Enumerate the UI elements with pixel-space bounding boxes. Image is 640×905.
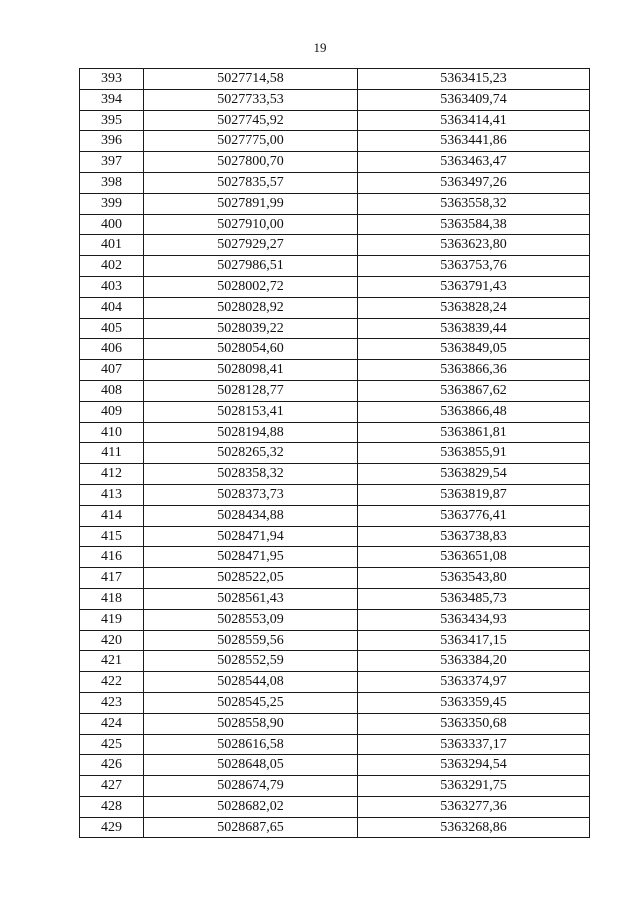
table-row [80,152,590,173]
y-coordinate-cell: 5363350,68 [358,713,590,734]
point-number-cell: 400 [80,214,144,235]
y-coordinate-cell: 5363753,76 [358,256,590,277]
point-number-cell: 395 [80,110,144,131]
table-row [80,214,590,235]
point-number-cell: 407 [80,360,144,381]
point-number-cell: 399 [80,193,144,214]
table-row [80,630,590,651]
x-coordinate-cell: 5028558,90 [144,713,358,734]
x-coordinate-cell: 5028471,94 [144,526,358,547]
point-number-cell: 393 [80,69,144,90]
y-coordinate-cell: 5363374,97 [358,672,590,693]
x-coordinate-cell: 5028028,92 [144,297,358,318]
x-coordinate-cell: 5027891,99 [144,193,358,214]
y-coordinate-cell: 5363268,86 [358,817,590,838]
y-coordinate-cell: 5363623,80 [358,235,590,256]
table-row [80,422,590,443]
table-row [80,484,590,505]
y-coordinate-cell: 5363828,24 [358,297,590,318]
point-number-cell: 415 [80,526,144,547]
point-number-cell: 405 [80,318,144,339]
table-row [80,609,590,630]
point-number-cell: 402 [80,256,144,277]
point-number-cell: 423 [80,692,144,713]
x-coordinate-cell: 5028687,65 [144,817,358,838]
table-row [80,276,590,297]
y-coordinate-cell: 5363839,44 [358,318,590,339]
point-number-cell: 412 [80,464,144,485]
y-coordinate-cell: 5363294,54 [358,755,590,776]
point-number-cell: 426 [80,755,144,776]
y-coordinate-cell: 5363497,26 [358,172,590,193]
table-row [80,131,590,152]
y-coordinate-cell: 5363359,45 [358,692,590,713]
y-coordinate-cell: 5363291,75 [358,776,590,797]
x-coordinate-cell: 5028682,02 [144,796,358,817]
point-number-cell: 421 [80,651,144,672]
table-row [80,401,590,422]
table-row [80,505,590,526]
table-row [80,734,590,755]
y-coordinate-cell: 5363417,15 [358,630,590,651]
table-row [80,256,590,277]
table-row [80,297,590,318]
x-coordinate-cell: 5028559,56 [144,630,358,651]
point-number-cell: 414 [80,505,144,526]
y-coordinate-cell: 5363829,54 [358,464,590,485]
point-number-cell: 409 [80,401,144,422]
point-number-cell: 418 [80,588,144,609]
y-coordinate-cell: 5363463,47 [358,152,590,173]
x-coordinate-cell: 5028039,22 [144,318,358,339]
x-coordinate-cell: 5028648,05 [144,755,358,776]
point-number-cell: 429 [80,817,144,838]
point-number-cell: 401 [80,235,144,256]
x-coordinate-cell: 5028674,79 [144,776,358,797]
point-number-cell: 397 [80,152,144,173]
x-coordinate-cell: 5027800,70 [144,152,358,173]
x-coordinate-cell: 5028098,41 [144,360,358,381]
table-row [80,672,590,693]
table-row [80,692,590,713]
y-coordinate-cell: 5363849,05 [358,339,590,360]
table-row [80,380,590,401]
table-row [80,360,590,381]
point-number-cell: 398 [80,172,144,193]
x-coordinate-cell: 5028054,60 [144,339,358,360]
x-coordinate-cell: 5028471,95 [144,547,358,568]
y-coordinate-cell: 5363485,73 [358,588,590,609]
table-row [80,526,590,547]
point-number-cell: 419 [80,609,144,630]
table-row [80,568,590,589]
point-number-cell: 406 [80,339,144,360]
y-coordinate-cell: 5363409,74 [358,89,590,110]
table-row [80,89,590,110]
x-coordinate-cell: 5028545,25 [144,692,358,713]
point-number-cell: 422 [80,672,144,693]
table-row [80,547,590,568]
table-row [80,69,590,90]
x-coordinate-cell: 5028373,73 [144,484,358,505]
y-coordinate-cell: 5363867,62 [358,380,590,401]
page-number: 19 [313,40,327,55]
x-coordinate-cell: 5028561,43 [144,588,358,609]
y-coordinate-cell: 5363855,91 [358,443,590,464]
x-coordinate-cell: 5028552,59 [144,651,358,672]
point-number-cell: 416 [80,547,144,568]
table-row [80,110,590,131]
y-coordinate-cell: 5363819,87 [358,484,590,505]
point-number-cell: 420 [80,630,144,651]
y-coordinate-cell: 5363651,08 [358,547,590,568]
x-coordinate-cell: 5028553,09 [144,609,358,630]
y-coordinate-cell: 5363384,20 [358,651,590,672]
x-coordinate-cell: 5027929,27 [144,235,358,256]
table-row [80,193,590,214]
table-row [80,339,590,360]
point-number-cell: 413 [80,484,144,505]
y-coordinate-cell: 5363584,38 [358,214,590,235]
point-number-cell: 394 [80,89,144,110]
y-coordinate-cell: 5363861,81 [358,422,590,443]
table-row [80,172,590,193]
x-coordinate-cell: 5027910,00 [144,214,358,235]
y-coordinate-cell: 5363558,32 [358,193,590,214]
y-coordinate-cell: 5363434,93 [358,609,590,630]
point-number-cell: 396 [80,131,144,152]
x-coordinate-cell: 5028358,32 [144,464,358,485]
y-coordinate-cell: 5363866,36 [358,360,590,381]
point-number-cell: 404 [80,297,144,318]
table-row [80,443,590,464]
y-coordinate-cell: 5363866,48 [358,401,590,422]
x-coordinate-cell: 5027733,53 [144,89,358,110]
x-coordinate-cell: 5028434,88 [144,505,358,526]
table-row [80,318,590,339]
x-coordinate-cell: 5027714,58 [144,69,358,90]
point-number-cell: 417 [80,568,144,589]
point-number-cell: 403 [80,276,144,297]
x-coordinate-cell: 5028265,32 [144,443,358,464]
x-coordinate-cell: 5028128,77 [144,380,358,401]
table-row [80,651,590,672]
x-coordinate-cell: 5028194,88 [144,422,358,443]
y-coordinate-cell: 5363415,23 [358,69,590,90]
x-coordinate-cell: 5028616,58 [144,734,358,755]
point-number-cell: 425 [80,734,144,755]
coordinates-table-body [80,69,590,838]
point-number-cell: 424 [80,713,144,734]
x-coordinate-cell: 5028522,05 [144,568,358,589]
coordinates-table [79,68,590,838]
table-row [80,817,590,838]
point-number-cell: 408 [80,380,144,401]
table-row [80,235,590,256]
x-coordinate-cell: 5027745,92 [144,110,358,131]
table-row [80,755,590,776]
table-row [80,776,590,797]
y-coordinate-cell: 5363337,17 [358,734,590,755]
y-coordinate-cell: 5363441,86 [358,131,590,152]
x-coordinate-cell: 5027775,00 [144,131,358,152]
table-row [80,713,590,734]
y-coordinate-cell: 5363776,41 [358,505,590,526]
x-coordinate-cell: 5028153,41 [144,401,358,422]
table-row [80,588,590,609]
x-coordinate-cell: 5027986,51 [144,256,358,277]
y-coordinate-cell: 5363543,80 [358,568,590,589]
x-coordinate-cell: 5028544,08 [144,672,358,693]
point-number-cell: 410 [80,422,144,443]
point-number-cell: 428 [80,796,144,817]
x-coordinate-cell: 5027835,57 [144,172,358,193]
y-coordinate-cell: 5363738,83 [358,526,590,547]
y-coordinate-cell: 5363277,36 [358,796,590,817]
point-number-cell: 411 [80,443,144,464]
table-row [80,796,590,817]
y-coordinate-cell: 5363414,41 [358,110,590,131]
table-row [80,464,590,485]
point-number-cell: 427 [80,776,144,797]
x-coordinate-cell: 5028002,72 [144,276,358,297]
y-coordinate-cell: 5363791,43 [358,276,590,297]
